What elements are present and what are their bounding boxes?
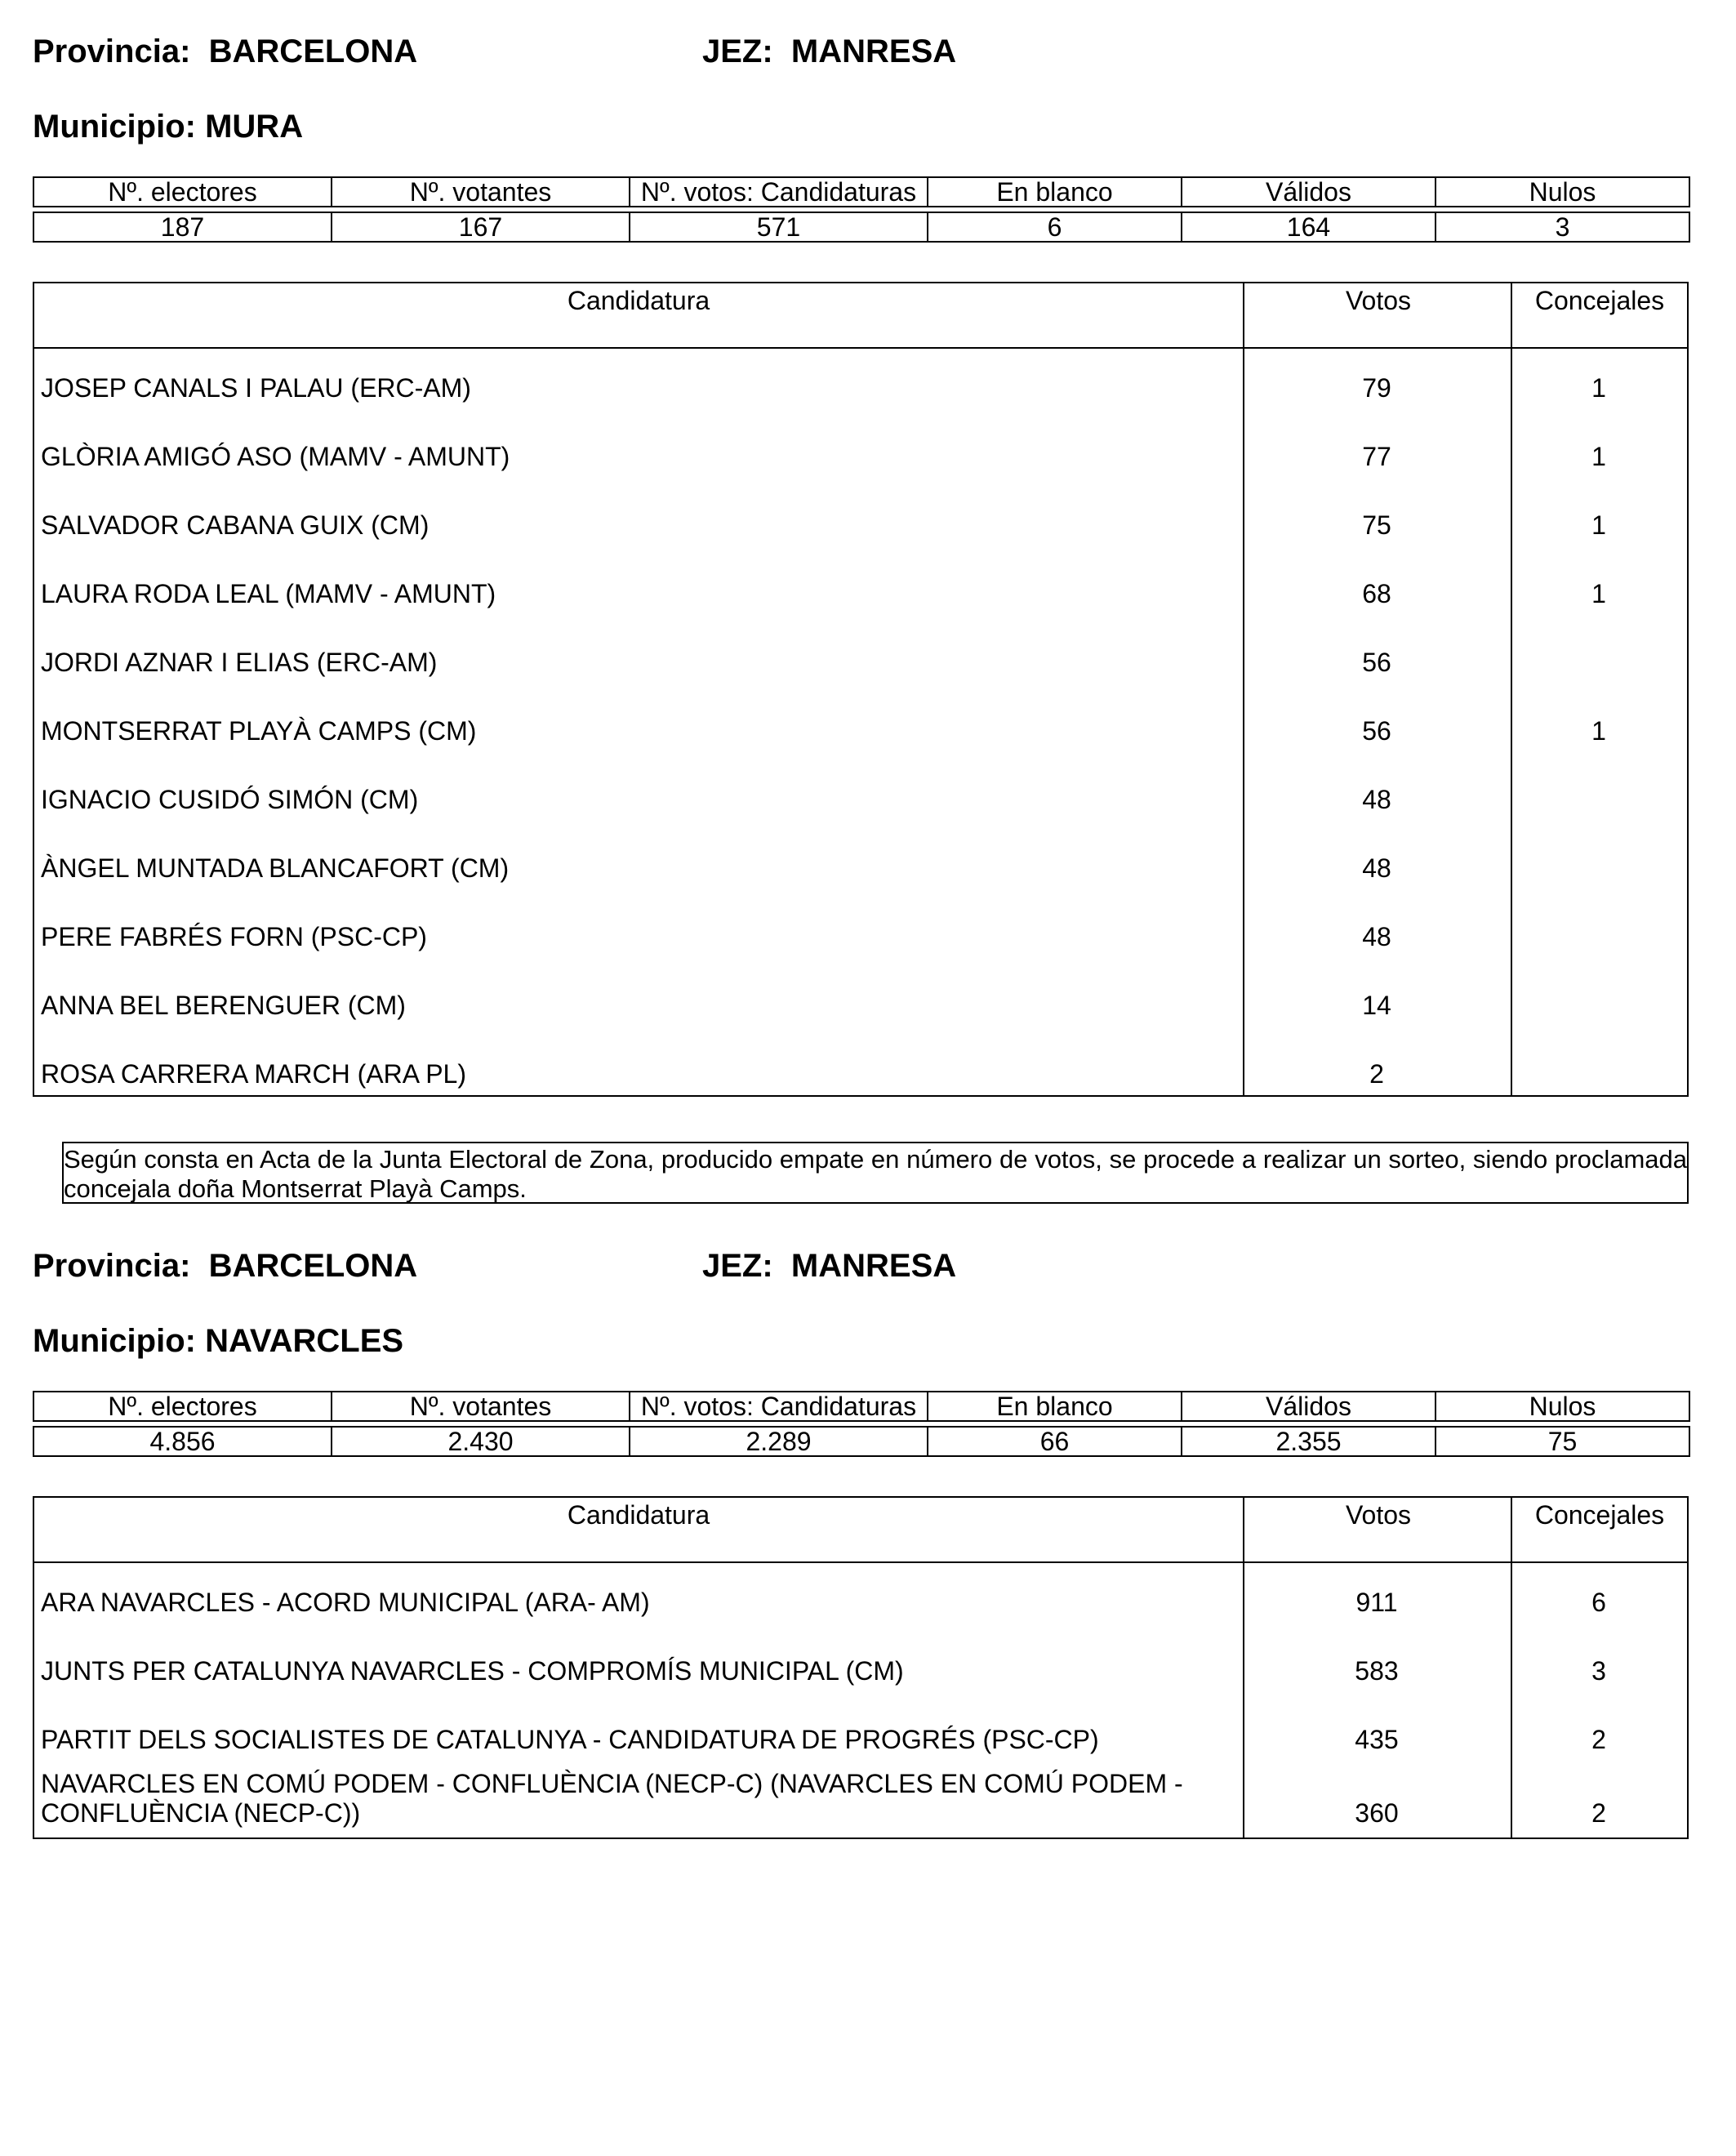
candidate-votes: 2 [1369, 1059, 1384, 1089]
stats-value: 167 [332, 212, 630, 242]
candidate-votes: 48 [1362, 785, 1391, 814]
stats-value: 4.856 [33, 1427, 332, 1456]
jez-value: MANRESA [790, 33, 957, 69]
stats-header: Nulos [1436, 1392, 1689, 1421]
candidate-seats: 1 [1591, 442, 1606, 471]
municipio-heading [33, 108, 303, 145]
stats-value: 2.355 [1182, 1427, 1436, 1456]
provincia-value: BARCELONA [208, 1248, 418, 1284]
provincia-heading [33, 1247, 417, 1285]
jez-heading [702, 33, 956, 70]
candidate-name: ÀNGEL MUNTADA BLANCAFORT (CM) [41, 853, 510, 883]
candidate-row [34, 898, 1687, 966]
candidates-header [34, 1498, 1687, 1563]
tie-note: Según consta en Acta de la Junta Electoral de Zona, producido empate en número de votos, se procede a realizar un sorteo, siendo proclamada concejala doña Montserrat Playà Camps. [62, 1142, 1689, 1204]
candidate-row [34, 417, 1687, 486]
candidates-table [33, 282, 1689, 1097]
candidate-name: JOSEP CANALS I PALAU (ERC-AM) [41, 373, 471, 403]
stats-value: 2.289 [630, 1427, 928, 1456]
stats-header: En blanco [928, 177, 1182, 207]
municipio-value: MURA [205, 109, 304, 145]
candidate-row [34, 1700, 1687, 1769]
stats-header: Nº. votos: Candidaturas [630, 1392, 928, 1421]
candidate-name: SALVADOR CABANA GUIX (CM) [41, 510, 430, 540]
candidate-row [34, 829, 1687, 898]
stats-value: 164 [1182, 212, 1436, 242]
stats-header: Nº. votantes [332, 1392, 630, 1421]
provincia-value: BARCELONA [208, 33, 418, 69]
stats-table [33, 1391, 1690, 1457]
stats-table [33, 176, 1690, 243]
candidate-votes: 68 [1362, 579, 1391, 608]
municipio-value: NAVARCLES [205, 1323, 404, 1359]
candidate-row [34, 486, 1687, 555]
candidates-table [33, 1496, 1689, 1839]
provincia-heading [33, 33, 417, 70]
candidate-votes: 360 [1355, 1798, 1399, 1828]
candidate-name: LAURA RODA LEAL (MAMV - AMUNT) [41, 579, 496, 608]
candidate-seats: 1 [1591, 579, 1606, 608]
candidate-name: ROSA CARRERA MARCH (ARA PL) [41, 1059, 466, 1089]
header-concejales: Concejales [1511, 283, 1687, 347]
candidate-name: PARTIT DELS SOCIALISTES DE CATALUNYA - CANDIDATURA DE PROGRÉS (PSC-CP) [41, 1725, 1099, 1754]
candidate-row [34, 1632, 1687, 1700]
candidate-name: ARA NAVARCLES - ACORD MUNICIPAL (ARA- AM) [41, 1588, 650, 1617]
header-concejales: Concejales [1511, 1498, 1687, 1561]
candidates-body [34, 349, 1687, 1097]
stats-value: 3 [1436, 212, 1689, 242]
candidate-votes: 583 [1355, 1656, 1399, 1686]
candidate-votes: 75 [1362, 510, 1391, 540]
stats-value: 2.430 [332, 1427, 630, 1456]
stats-header: En blanco [928, 1392, 1182, 1421]
candidate-seats: 2 [1591, 1725, 1606, 1754]
stats-header: Nulos [1436, 177, 1689, 207]
stats-value: 6 [928, 212, 1182, 242]
candidate-name: GLÒRIA AMIGÓ ASO (MAMV - AMUNT) [41, 442, 510, 471]
municipio-heading [33, 1322, 403, 1360]
stats-header: Nº. votos: Candidaturas [630, 177, 928, 207]
candidate-name: PERE FABRÉS FORN (PSC-CP) [41, 922, 427, 951]
stats-value: 571 [630, 212, 928, 242]
candidate-name: NAVARCLES EN COMÚ PODEM - CONFLUÈNCIA (NECP-C) (NAVARCLES EN COMÚ PODEM - CONFLUÈNCIA (NECP-C)) [41, 1769, 1183, 1828]
candidate-seats: 2 [1591, 1798, 1606, 1828]
candidate-votes: 911 [1355, 1588, 1398, 1617]
candidate-name: ANNA BEL BERENGUER (CM) [41, 991, 406, 1020]
stats-header-row [33, 1392, 1689, 1421]
candidate-row [34, 1035, 1687, 1103]
candidate-row [34, 1563, 1687, 1632]
candidate-votes: 48 [1362, 922, 1391, 951]
candidate-votes: 14 [1362, 991, 1391, 1020]
candidate-row [34, 1769, 1687, 1839]
stats-value: 187 [33, 212, 332, 242]
candidate-name: JUNTS PER CATALUNYA NAVARCLES - COMPROMÍS MUNICIPAL (CM) [41, 1656, 904, 1686]
jez-value: MANRESA [790, 1248, 957, 1284]
jez-label: JEZ: [702, 1248, 773, 1284]
stats-header: Válidos [1182, 177, 1436, 207]
provincia-label: Provincia: [33, 1248, 191, 1284]
candidate-row [34, 692, 1687, 760]
candidate-seats: 1 [1591, 373, 1606, 403]
jez-label: JEZ: [702, 33, 773, 69]
candidate-votes: 435 [1355, 1725, 1399, 1754]
stats-header: Nº. electores [33, 1392, 332, 1421]
candidate-name: IGNACIO CUSIDÓ SIMÓN (CM) [41, 785, 419, 814]
candidate-row [34, 623, 1687, 692]
header-votos: Votos [1243, 1498, 1512, 1561]
candidate-seats: 1 [1591, 510, 1606, 540]
stats-value-row [33, 212, 1689, 242]
stats-value-row [33, 1427, 1689, 1456]
municipio-label: Municipio: [33, 1323, 196, 1359]
candidate-seats: 1 [1591, 716, 1606, 746]
candidate-row [34, 349, 1687, 417]
municipio-label: Municipio: [33, 109, 196, 145]
candidates-header [34, 283, 1687, 349]
candidate-votes: 48 [1362, 853, 1391, 883]
header-candidatura: Candidatura [567, 1500, 710, 1530]
stats-header: Válidos [1182, 1392, 1436, 1421]
header-votos: Votos [1243, 283, 1512, 347]
candidate-votes: 56 [1362, 648, 1391, 677]
candidate-votes: 56 [1362, 716, 1391, 746]
stats-header: Nº. electores [33, 177, 332, 207]
stats-header-row [33, 177, 1689, 207]
candidate-votes: 77 [1362, 442, 1391, 471]
stats-header: Nº. votantes [332, 177, 630, 207]
stats-value: 66 [928, 1427, 1182, 1456]
provincia-label: Provincia: [33, 33, 191, 69]
candidate-name: MONTSERRAT PLAYÀ CAMPS (CM) [41, 716, 477, 746]
candidates-body [34, 1563, 1687, 1839]
candidate-seats: 6 [1591, 1588, 1606, 1617]
candidate-row [34, 760, 1687, 829]
candidate-row [34, 966, 1687, 1035]
candidate-seats: 3 [1591, 1656, 1606, 1686]
jez-heading [702, 1247, 956, 1285]
stats-value: 75 [1436, 1427, 1689, 1456]
candidate-row [34, 555, 1687, 623]
candidate-votes: 79 [1362, 373, 1391, 403]
header-candidatura: Candidatura [567, 286, 710, 315]
candidate-name: JORDI AZNAR I ELIAS (ERC-AM) [41, 648, 438, 677]
